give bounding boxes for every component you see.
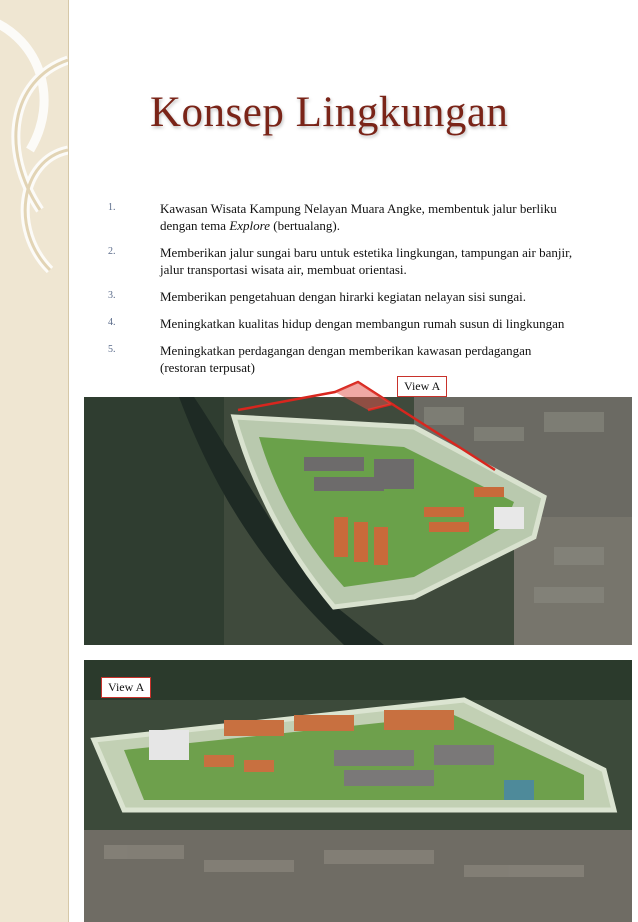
list-text: Meningkatkan perdagangan dengan memberikan kawasan perdagangan (restoran terpusat): [160, 343, 532, 375]
list-item: [108, 244, 618, 278]
list-number: 2.: [108, 246, 116, 257]
decorative-side-band: [0, 0, 69, 922]
concept-list: [108, 200, 618, 386]
list-text: Memberikan pengetahuan dengan hirarki kegiatan nelayan sisi sungai.: [160, 289, 527, 304]
list-item: [108, 200, 618, 234]
list-item: [108, 315, 618, 332]
list-text: Meningkatkan kualitas hidup dengan membangun rumah susun di lingkungan: [160, 316, 565, 331]
list-text: Memberikan jalur sungai baru untuk estetika lingkungan, tampungan air banjir, jalur transportasi wisata air, membuat orientasi.: [160, 245, 573, 277]
view-a-label-top: View A: [397, 376, 447, 397]
swirl-decoration: [0, 0, 68, 922]
list-number: 5.: [108, 344, 116, 355]
site-plan-aerial-image: [84, 397, 632, 645]
view-a-perspective-image: [84, 660, 632, 922]
list-number: 1.: [108, 202, 116, 213]
list-item: [108, 288, 618, 305]
view-a-label-bottom: View A: [101, 677, 151, 698]
list-number: 3.: [108, 290, 116, 301]
list-number: 4.: [108, 317, 116, 328]
list-text: Kawasan Wisata Kampung Nelayan Muara Angke, membentuk jalur berliku dengan tema Explore (bertualang).: [160, 201, 557, 233]
list-item: [108, 342, 618, 376]
slide-title: Konsep Lingkungan: [150, 89, 509, 136]
